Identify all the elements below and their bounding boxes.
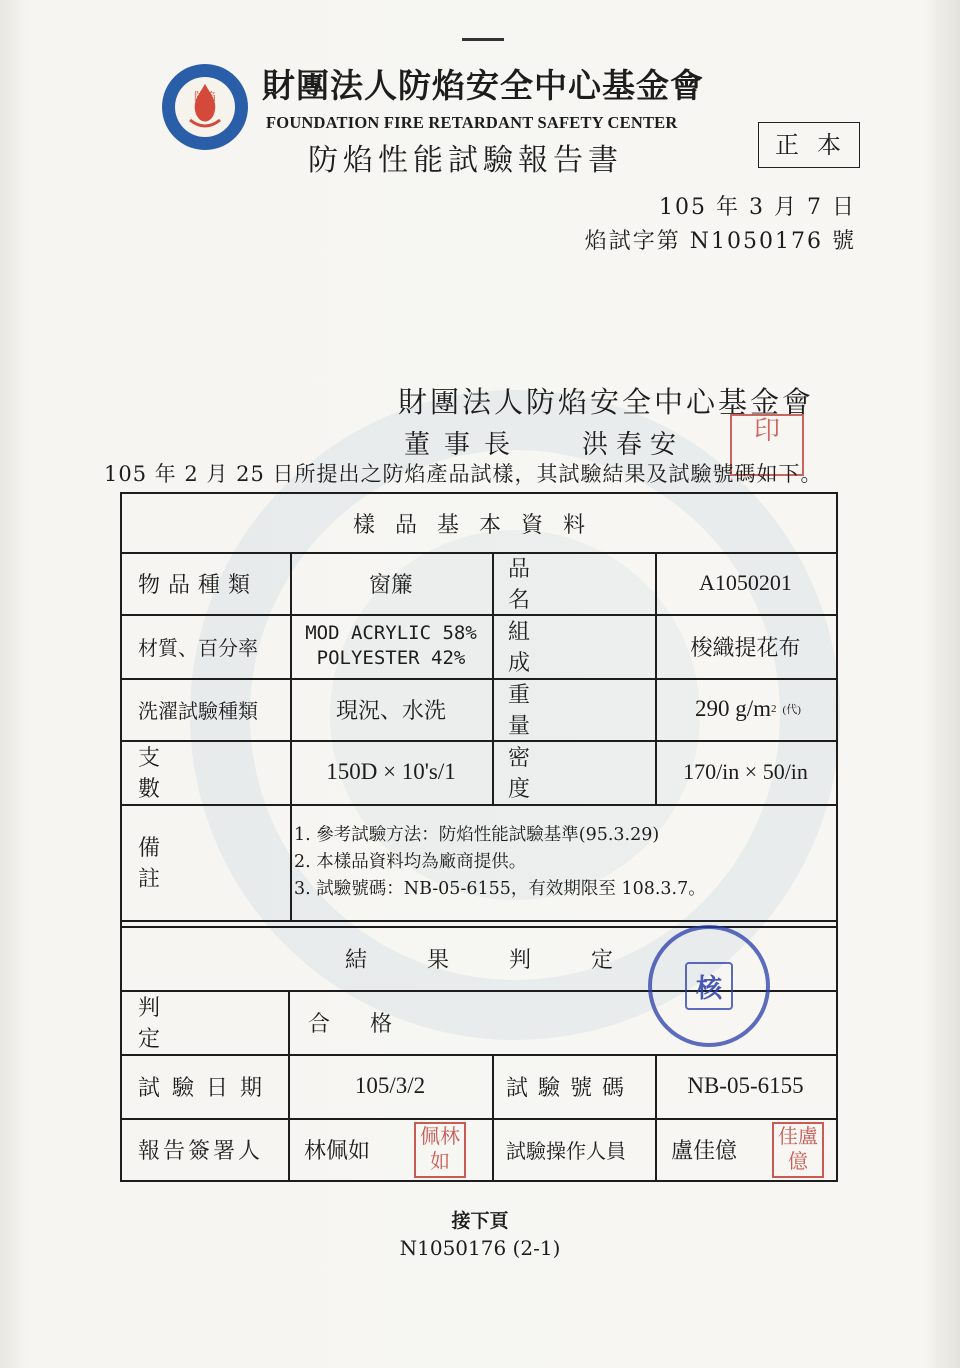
logo-text: 防焰: [194, 90, 216, 103]
report-number: 焰試字第 N1050176 號: [584, 229, 856, 254]
copy-label: 正本: [758, 122, 860, 168]
material-label: 材質、百分率: [138, 635, 258, 660]
weight-superscript: 2: [771, 703, 777, 715]
remarks-label-text: 備註: [138, 836, 253, 892]
intro-text: 105 年 2 月 25 日所提出之防焰產品試樣，其試驗結果及試驗號碼如下。: [104, 462, 823, 486]
item-type-label: 物品種類: [138, 572, 259, 598]
test-date-label: 試驗日期: [138, 1075, 275, 1101]
org-name-zh: 財團法人防焰安全中心基金會: [262, 66, 704, 105]
top-mark: [462, 38, 504, 41]
remark-3: 3. 試驗號碼：NB-05-6155，有效期限至 108.3.7。: [294, 878, 706, 899]
report-table: [120, 492, 838, 1182]
remark-2: 2. 本樣品資料均為廠商提供。: [294, 851, 527, 872]
chair-seal-text: 印: [753, 416, 780, 446]
composition-value: 梭織提花布: [690, 635, 801, 661]
foundation-logo: [160, 62, 250, 152]
signer-value: 林佩如: [304, 1138, 371, 1164]
operator-value: 盧佳億: [671, 1138, 738, 1164]
signer-label: 報告簽署人: [138, 1138, 264, 1164]
material-line-2: POLYESTER 42%: [316, 647, 466, 669]
addressee-line: [404, 424, 684, 461]
addressee-role: 董事長: [404, 430, 525, 460]
weight-value: [655, 678, 836, 740]
product-name-label: [492, 552, 655, 614]
weight-label-text: 重量: [508, 683, 617, 739]
remarks-label: [122, 804, 290, 920]
sample-info-title: 樣品基本資料: [352, 512, 605, 538]
product-name-value: A1050201: [699, 570, 792, 595]
result-title: 結果判定: [344, 947, 673, 973]
product-name-label-text: 品名: [508, 557, 617, 613]
operator-seal: [772, 1122, 824, 1178]
test-number-value: NB-05-6155: [687, 1073, 804, 1098]
signer-seal-text: 佩林如: [420, 1124, 460, 1173]
test-number-label: 試驗號碼: [506, 1075, 635, 1101]
wash-label: 洗濯試驗種類: [138, 698, 258, 723]
report-date: 105 年 3 月 7 日: [659, 195, 856, 220]
judgment-label-text: 判定: [138, 996, 251, 1052]
material-line-1: MOD ACRYLIC 58%: [305, 622, 477, 644]
density-value: 170/in × 50/in: [683, 759, 808, 784]
doc-title: 防焰性能試驗報告書: [308, 143, 623, 178]
operator-label: 試驗操作人員: [506, 1138, 626, 1163]
count-label: [122, 740, 290, 804]
operator-seal-text: 佳盧億: [778, 1124, 818, 1173]
judgment-value: 合格: [308, 1011, 433, 1037]
addressee-org: 財團法人防焰安全中心基金會: [398, 385, 815, 419]
weight-label: [492, 678, 655, 740]
remark-1: 1. 參考試驗方法：防焰性能試驗基準(95.3.29): [294, 824, 660, 845]
approval-stamp: [648, 925, 770, 1047]
weight-number: 290 g/m: [695, 696, 772, 721]
signer-seal: [414, 1122, 466, 1178]
wash-value: 現況、水洗: [335, 698, 446, 724]
weight-note: (代): [782, 704, 801, 716]
material-value: [290, 614, 492, 678]
density-label-text: 密度: [508, 746, 617, 802]
composition-label: [492, 614, 655, 678]
judgment-label: [122, 990, 288, 1054]
count-value: 150D × 10's/1: [326, 759, 456, 784]
remarks-list: [290, 804, 836, 920]
org-name-en: FOUNDATION FIRE RETARDANT SAFETY CENTER: [266, 113, 678, 132]
item-type-value: 窗簾: [368, 572, 413, 598]
count-label-text: 支數: [138, 746, 253, 802]
page-reference: N1050176 (2-1): [399, 1236, 561, 1260]
density-label: [492, 740, 655, 804]
approval-stamp-text: 核: [695, 973, 722, 1004]
continued-label: 接下頁: [451, 1210, 509, 1232]
addressee-name: 洪春安: [582, 430, 685, 460]
composition-label-text: 組成: [508, 620, 617, 676]
test-date-value: 105/3/2: [354, 1073, 426, 1098]
